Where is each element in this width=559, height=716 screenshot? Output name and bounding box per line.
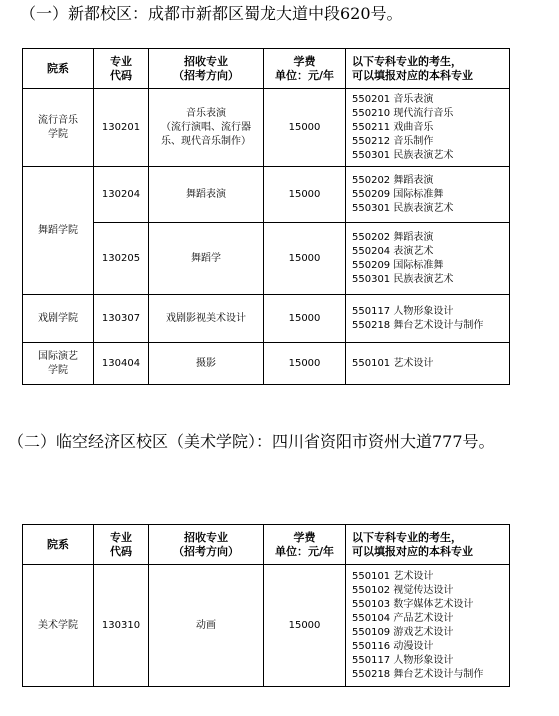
fee-cell: 15000 xyxy=(264,223,346,295)
header-fee: 学费 单位：元/年 xyxy=(264,49,346,89)
table-row xyxy=(23,167,510,223)
code-cell: 130404 xyxy=(94,343,149,385)
programs-cell: 550117 人物形象设计 550218 舞台艺术设计与制作 xyxy=(346,295,510,343)
header-major: 招收专业 （招考方向） xyxy=(149,49,264,89)
dept-cell: 国际演艺 学院 xyxy=(23,343,94,385)
header-code: 专业 代码 xyxy=(94,49,149,89)
fee-cell: 15000 xyxy=(264,343,346,385)
programs-cell: 550101 艺术设计 xyxy=(346,343,510,385)
major-cell: 动画 xyxy=(149,565,264,687)
section2-table xyxy=(22,524,510,687)
major-cell: 舞蹈表演 xyxy=(149,167,264,223)
section2-heading: （二）临空经济区校区（美术学院）：四川省资阳市资州大道777号。 xyxy=(8,432,495,451)
header-fee: 学费 单位：元/年 xyxy=(264,525,346,565)
section1-heading: （一）新都校区：成都市新都区蜀龙大道中段620号。 xyxy=(20,4,403,23)
dept-cell: 美术学院 xyxy=(23,565,94,687)
table-row xyxy=(23,295,510,343)
major-cell: 戏剧影视美术设计 xyxy=(149,295,264,343)
code-cell: 130307 xyxy=(94,295,149,343)
header-programs: 以下专科专业的考生， 可以填报对应的本科专业 xyxy=(346,49,510,89)
major-cell: 摄影 xyxy=(149,343,264,385)
major-cell: 舞蹈学 xyxy=(149,223,264,295)
dept-cell: 戏剧学院 xyxy=(23,295,94,343)
fee-cell: 15000 xyxy=(264,167,346,223)
header-programs: 以下专科专业的考生， 可以填报对应的本科专业 xyxy=(346,525,510,565)
code-cell: 130205 xyxy=(94,223,149,295)
section1-table xyxy=(22,48,510,385)
table-header-row xyxy=(23,525,510,565)
dept-cell: 舞蹈学院 xyxy=(23,167,94,295)
code-cell: 130310 xyxy=(94,565,149,687)
header-dept: 院系 xyxy=(23,525,94,565)
header-dept: 院系 xyxy=(23,49,94,89)
code-cell: 130204 xyxy=(94,167,149,223)
dept-cell: 流行音乐 学院 xyxy=(23,89,94,167)
header-major: 招收专业 （招考方向） xyxy=(149,525,264,565)
programs-cell: 550201 音乐表演 550210 现代流行音乐 550211 戏曲音乐 550212 音乐制作 550301 民族表演艺术 xyxy=(346,89,510,167)
fee-cell: 15000 xyxy=(264,89,346,167)
fee-cell: 15000 xyxy=(264,565,346,687)
table-row xyxy=(23,565,510,687)
table-row xyxy=(23,89,510,167)
fee-cell: 15000 xyxy=(264,295,346,343)
programs-cell: 550101 艺术设计 550102 视觉传达设计 550103 数字媒体艺术设计 550104 产品艺术设计 550109 游戏艺术设计 550116 动漫设计 550117 人物形象设计 550218 舞台艺术设计与制作 xyxy=(346,565,510,687)
programs-cell: 550202 舞蹈表演 550209 国际标准舞 550301 民族表演艺术 xyxy=(346,167,510,223)
major-cell: 音乐表演 （流行演唱、流行器 乐、现代音乐制作） xyxy=(149,89,264,167)
table-header-row xyxy=(23,49,510,89)
table-row xyxy=(23,343,510,385)
table-row xyxy=(23,223,510,295)
programs-cell: 550202 舞蹈表演 550204 表演艺术 550209 国际标准舞 550301 民族表演艺术 xyxy=(346,223,510,295)
header-code: 专业 代码 xyxy=(94,525,149,565)
code-cell: 130201 xyxy=(94,89,149,167)
